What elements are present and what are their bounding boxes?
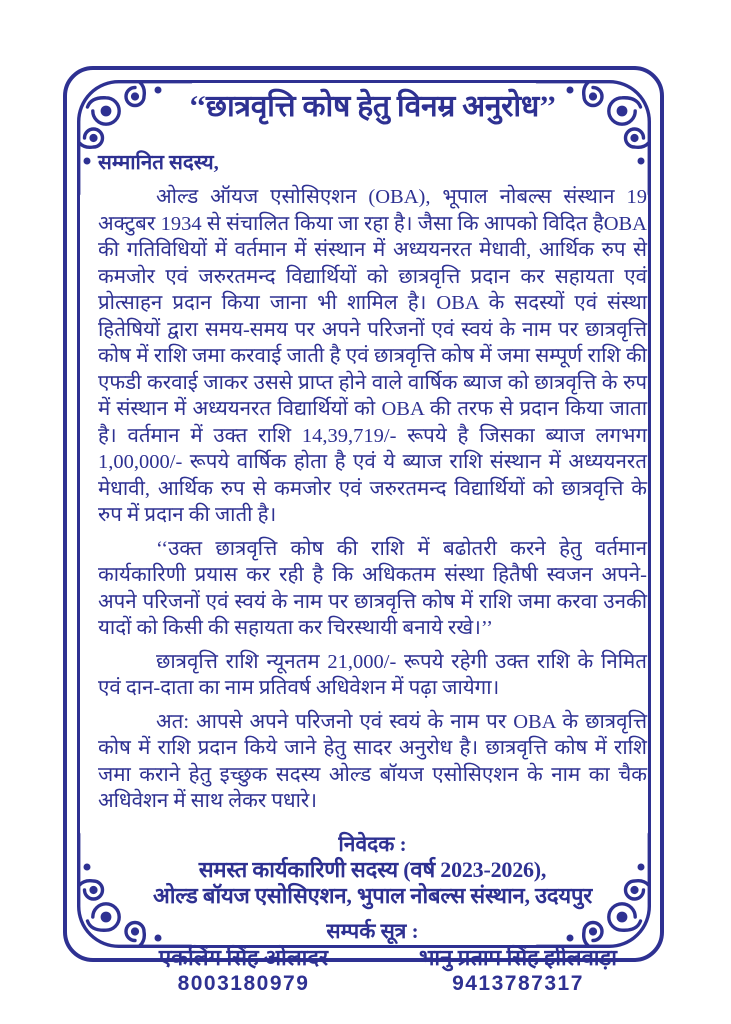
- contact-name: भानु प्रताप सिंह झीलवाड़ा: [418, 944, 617, 970]
- paragraph-minimum-amount: छात्रवृत्ति राशि न्यूनतम 21,000/- रूपये रहेगी उक्त राशि के निमित एवं दान-दाता का नाम प्रतिवर्ष अधिवेशन में पढ़ा जायेगा।: [98, 650, 647, 699]
- footer: [98, 831, 647, 997]
- paragraph-intro: ओल्ड ऑयज एसोसिएशन (OBA), भूपाल नोबल्स संस्थान 19 अक्टुबर 1934 से संचालित किया जा रहा है। जैसा कि आपको विदित हैOBA की गतिविधियों में वर्तमान में संस्थान में अध्ययनरत मेधावी, आर्थिक रुप से कमजोर एवं जरुरतमन्द विद्यार्थियों को छात्रवृत्ति प्रदान कर सहायता एवं प्रोत्साहन प्रदान किया जाना भी शामिल है। OBA के सदस्यों एवं संस्था हितेषियों द्वारा समय-समय पर अपने परिजनों एवं स्वयं के नाम पर छात्रवृत्ति कोष में राशि जमा करवाई जाती है एवं छात्रवृत्ति कोष में जमा सम्पूर्ण राशि की एफडी करवाई जाकर उससे प्राप्त होने वाले वार्षिक ब्याज को छात्रवृत्ति के रुप में संस्थान में अध्ययनरत विद्यार्थियों को OBA की तरफ से प्रदान किया जाता है। वर्तमान में उक्त राशि 14,39,719/- रूपये है जिसका ब्याज लगभग 1,00,000/- रूपये वार्षिक होता है एवं ये ब्याज राशि संस्थान में अध्ययनरत मेधावी, आर्थिक रुप से कमजोर एवं जरुरतमन्द विद्यार्थियों को छात्रवृत्ति के रुप में प्रदान की जाती है।: [98, 186, 647, 526]
- salutation: सम्मानित सदस्य,: [98, 152, 219, 174]
- contact-entry: [98, 945, 389, 997]
- contact-entry: [389, 945, 647, 997]
- inner-border-right: [648, 192, 651, 836]
- contact-phone: 9413787317: [452, 971, 584, 995]
- paragraph-request: अत: आपसे अपने परिजनो एवं स्वयं के नाम पर OBA के छात्रवृत्ति कोष में राशि प्रदान किये जाने हेतु सादर अनुरोध है। छात्रवृत्ति कोष में राशि जमा कराने हेतु इच्छुक सदस्य ओल्ड बॉयज एसोसिएशन के नाम का चैक अधिवेशन में साथ लेकर पधारे।: [98, 710, 647, 812]
- page-title: ‘‘छात्रवृत्ति कोष हेतु विनम्र अनुरोध’’: [188, 90, 557, 123]
- contact-label: सम्पर्क सूत्र :: [326, 918, 419, 943]
- requester-line-members: समस्त कार्यकारिणी सदस्य (वर्ष 2023-2026),: [198, 856, 547, 882]
- contact-list: [98, 945, 647, 997]
- inner-border-top: [189, 80, 539, 83]
- requester-label: निवेदक :: [338, 831, 407, 856]
- contact-name: एकलिंग सिंह ओलादर: [158, 944, 329, 970]
- contact-phone: 8003180979: [177, 971, 310, 995]
- paragraph-quote: ‘‘उक्त छात्रवृत्ति कोष की राशि में बढोतरी करने हेतु वर्तमान कार्यकारिणी प्रयास कर रही है कि अधिकतम संस्था हितैषी स्वजन अपने-अपने परिजनों एवं स्वयं के नाम पर छात्रवृत्ति कोष में राशि जमा करवा उनकी यादों को किसी की सहायता कर चिरस्थायी बनाये रखे।’’: [98, 537, 647, 639]
- letter-content: [98, 86, 647, 995]
- inner-border-left: [77, 192, 80, 836]
- requester-line-organisation: ओल्ड बॉयज एसोसिएशन, भुपाल नोबल्स संस्थान, उदयपुर: [152, 882, 593, 908]
